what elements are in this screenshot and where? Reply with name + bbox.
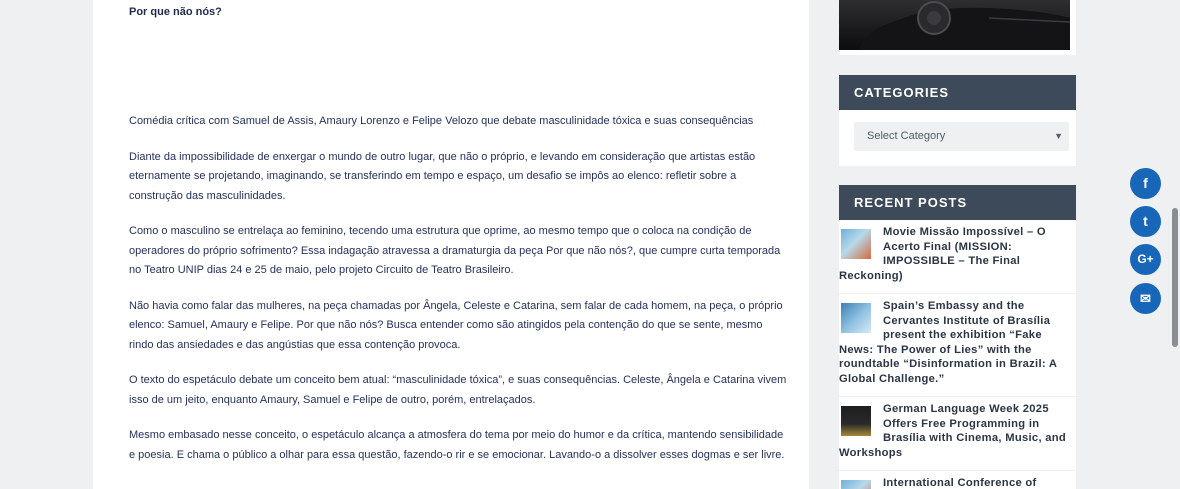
post-title-link[interactable]: German Language Week 2025 Offers Free Programming in Brasília with Cinema, Music, and Workshops [839, 403, 1067, 459]
article-paragraph: Não havia como falar das mulheres, na peça chamadas por Ângela, Celeste e Catarina, sem falar de cada homem, na peça, o próprio elenco: Samuel, Amaury e Felipe. Por que não nós? Busca entender como são atingidos pela contenção do que se sente, mesmo rindo das ansiedades e das angústias que essa contenção provoca. [129, 299, 783, 351]
recent-post-item[interactable] [839, 471, 1076, 489]
post-title-link[interactable]: Spain’s Embassy and the Cervantes Institute of Brasília present the exhibition “Fake News: The Power of Lies” with the roundtable “Disinformation in Brazil: A Global Challenge.” [839, 300, 1057, 385]
scrollbar-thumb[interactable] [1172, 208, 1178, 347]
category-select-value: Select Category [867, 130, 946, 142]
twitter-icon[interactable]: t [1130, 206, 1161, 237]
article-paragraph: Mesmo embasado nesse conceito, o espetáculo alcança a atmosfera do tema por meio do humor e da crítica, mantendo sensibilidade e poesia. E chama o público a olhar para essa questão, fazendo-o rir e se emocionar. Lavando-o a dissolver esses dogmas e ser livre. [129, 429, 785, 461]
recent-posts-widget-title: RECENT POSTS [839, 185, 1076, 220]
category-select[interactable] [854, 122, 1069, 151]
car-image-art [839, 0, 1070, 50]
post-thumbnail[interactable] [841, 480, 871, 489]
article-paragraph: Como o masculino se entrelaça ao feminino, tecendo uma estrutura que oprime, ao mesmo tempo que o coloca na condição de operadores do próprio sofrimento? Essa indagação atravessa a dramaturgia da peça Por que não nós?, que cumpre curta temporada no Teatro UNIP dias 24 e 25 de maio, pelo projeto Circuito de Teatro Brasileiro. [129, 225, 781, 276]
categories-widget-title: CATEGORIES [839, 75, 1076, 110]
article-paragraph: Diante da impossibilidade de enxergar o mundo de outro lugar, que não o próprio, e levando em consideração que artistas estão eternamente se projetando, imaginando, se transferindo em tempo e espaço, um desafio se impôs ao elenco: refletir sobre a construção das masculinidades. [129, 150, 756, 202]
post-thumbnail[interactable] [841, 406, 871, 436]
email-icon[interactable]: ✉ [1130, 283, 1161, 314]
article-content [93, 0, 809, 489]
recent-post-item[interactable] [839, 220, 1076, 294]
article-heading: Por que não nós? [129, 6, 222, 18]
recent-post-item[interactable] [839, 294, 1076, 397]
post-thumbnail[interactable] [841, 229, 871, 259]
article-body [129, 112, 789, 481]
post-title-link[interactable]: International Conference of [883, 477, 1037, 489]
categories-widget [839, 75, 1076, 166]
recent-post-item[interactable] [839, 397, 1076, 471]
chevron-down-icon: ▼ [1054, 131, 1063, 141]
google-plus-icon[interactable]: G+ [1130, 244, 1161, 275]
featured-car-image[interactable] [839, 0, 1070, 50]
article-paragraph: Comédia crítica com Samuel de Assis, Amaury Lorenzo e Felipe Velozo que debate masculinidade tóxica e suas consequências [129, 115, 754, 127]
sidebar-featured-image-card[interactable] [839, 0, 1076, 55]
article-paragraph: O texto do espetáculo debate um conceito bem atual: “masculinidade tóxica”, e suas consequências. Celeste, Ângela e Catarina vivem isso de um jeito, enquanto Amaury, Samuel e Felipe de outro, porém, entrelaçados. [129, 374, 787, 406]
facebook-icon[interactable]: f [1130, 168, 1161, 199]
recent-posts-widget [839, 185, 1076, 489]
post-thumbnail[interactable] [841, 303, 871, 333]
post-title-link[interactable]: Movie Missão Impossível – O Acerto Final (MISSION: IMPOSSIBLE – The Final Reckoning) [839, 226, 1046, 282]
